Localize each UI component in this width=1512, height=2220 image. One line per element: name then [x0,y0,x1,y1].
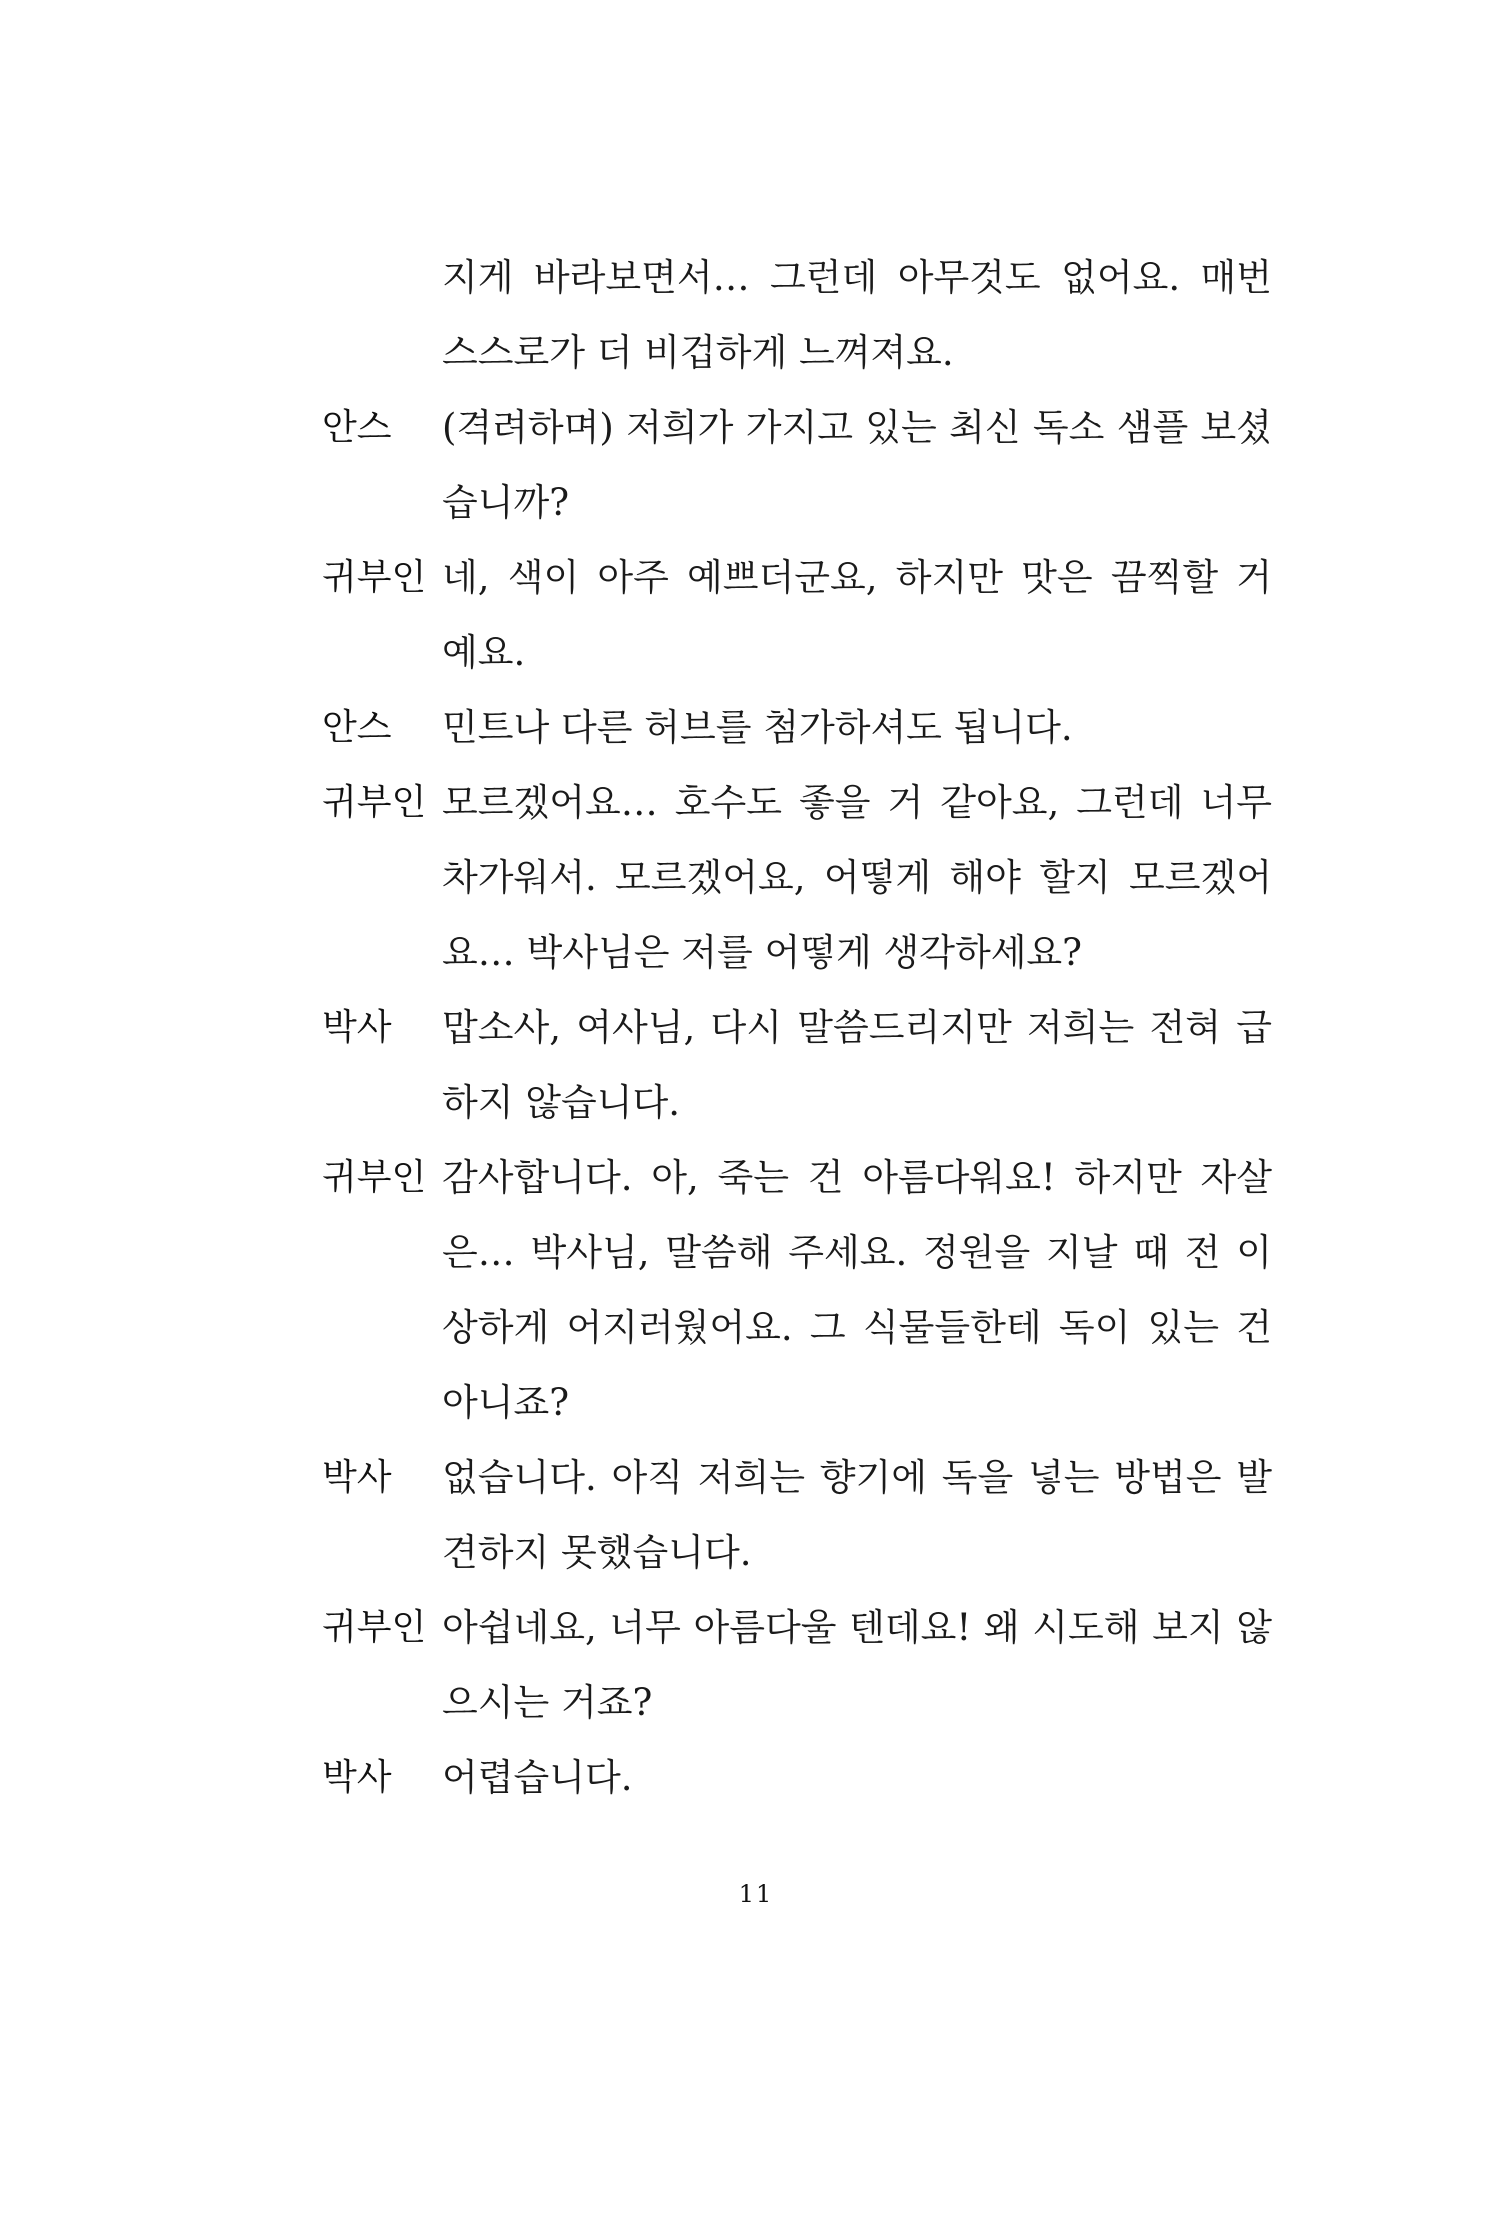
dialogue-entry [322,1440,1272,1590]
speaker-name: 안스 [322,707,392,748]
speaker-name: 박사 [322,1007,392,1048]
dialogue-text [442,1590,1272,1740]
dialogue-line: 없습니다. 아직 저희는 향기에 독을 넣는 방법은 발 [442,1456,1272,1499]
dialogue-entry [322,690,1272,765]
speaker-name: 박사 [322,1457,392,1498]
dialogue-line: 요… 박사님은 저를 어떻게 생각하세요? [442,931,1083,974]
dialogue-text [442,1440,1272,1590]
dialogue-text [442,390,1272,540]
speaker-name: 귀부인 [322,557,427,598]
dialogue-line: 모르겠어요… 호수도 좋을 거 같아요, 그런데 너무 [442,781,1272,824]
dialogue-line: 하지 않습니다. [442,1081,680,1124]
dialogue-line: 아니죠? [442,1381,570,1424]
dialogue-entry [322,240,1272,390]
speaker-name: 귀부인 [322,1157,427,1198]
dialogue-line: (격려하며) 저희가 가지고 있는 최신 독소 샘플 보셨 [442,406,1272,449]
dialogue-line: 지게 바라보면서… 그런데 아무것도 없어요. 매번 [442,256,1272,299]
dialogue-text [442,1740,1272,1815]
dialogue-text [442,765,1272,990]
dialogue-text [442,240,1272,390]
dialogue-line: 상하게 어지러웠어요. 그 식물들한테 독이 있는 건 [442,1306,1272,1349]
dialogue-line: 네, 색이 아주 예쁘더군요, 하지만 맛은 끔찍할 거 [442,556,1272,599]
dialogue-line: 차가워서. 모르겠어요, 어떻게 해야 할지 모르겠어 [442,856,1272,899]
dialogue-text [442,540,1272,690]
dialogue-block [322,240,1272,1815]
speaker-name: 박사 [322,1757,392,1798]
dialogue-entry [322,1590,1272,1740]
dialogue-line: 은… 박사님, 말씀해 주세요. 정원을 지날 때 전 이 [442,1231,1272,1274]
speaker-name: 안스 [322,407,392,448]
page-number: 11 [738,1880,774,1908]
dialogue-entry [322,1740,1272,1815]
dialogue-line: 어렵습니다. [442,1756,633,1799]
dialogue-entry [322,1140,1272,1440]
dialogue-entry [322,765,1272,990]
dialogue-line: 스스로가 더 비겁하게 느껴져요. [442,331,954,374]
dialogue-text [442,990,1272,1140]
dialogue-line: 민트나 다른 허브를 첨가하셔도 됩니다. [442,706,1073,749]
dialogue-entry [322,990,1272,1140]
dialogue-line: 으시는 거죠? [442,1681,653,1724]
speaker-name: 귀부인 [322,782,427,823]
dialogue-line: 예요. [442,631,526,674]
dialogue-text [442,1140,1272,1440]
dialogue-line: 아쉽네요, 너무 아름다울 텐데요! 왜 시도해 보지 않 [442,1606,1272,1649]
dialogue-entry [322,390,1272,540]
dialogue-text [442,690,1272,765]
speaker-name: 귀부인 [322,1607,427,1648]
dialogue-line: 맙소사, 여사님, 다시 말씀드리지만 저희는 전혀 급 [442,1006,1272,1049]
dialogue-line: 감사합니다. 아, 죽는 건 아름다워요! 하지만 자살 [442,1156,1272,1199]
dialogue-entry [322,540,1272,690]
dialogue-line: 습니까? [442,481,570,524]
dialogue-line: 견하지 못했습니다. [442,1531,752,1574]
